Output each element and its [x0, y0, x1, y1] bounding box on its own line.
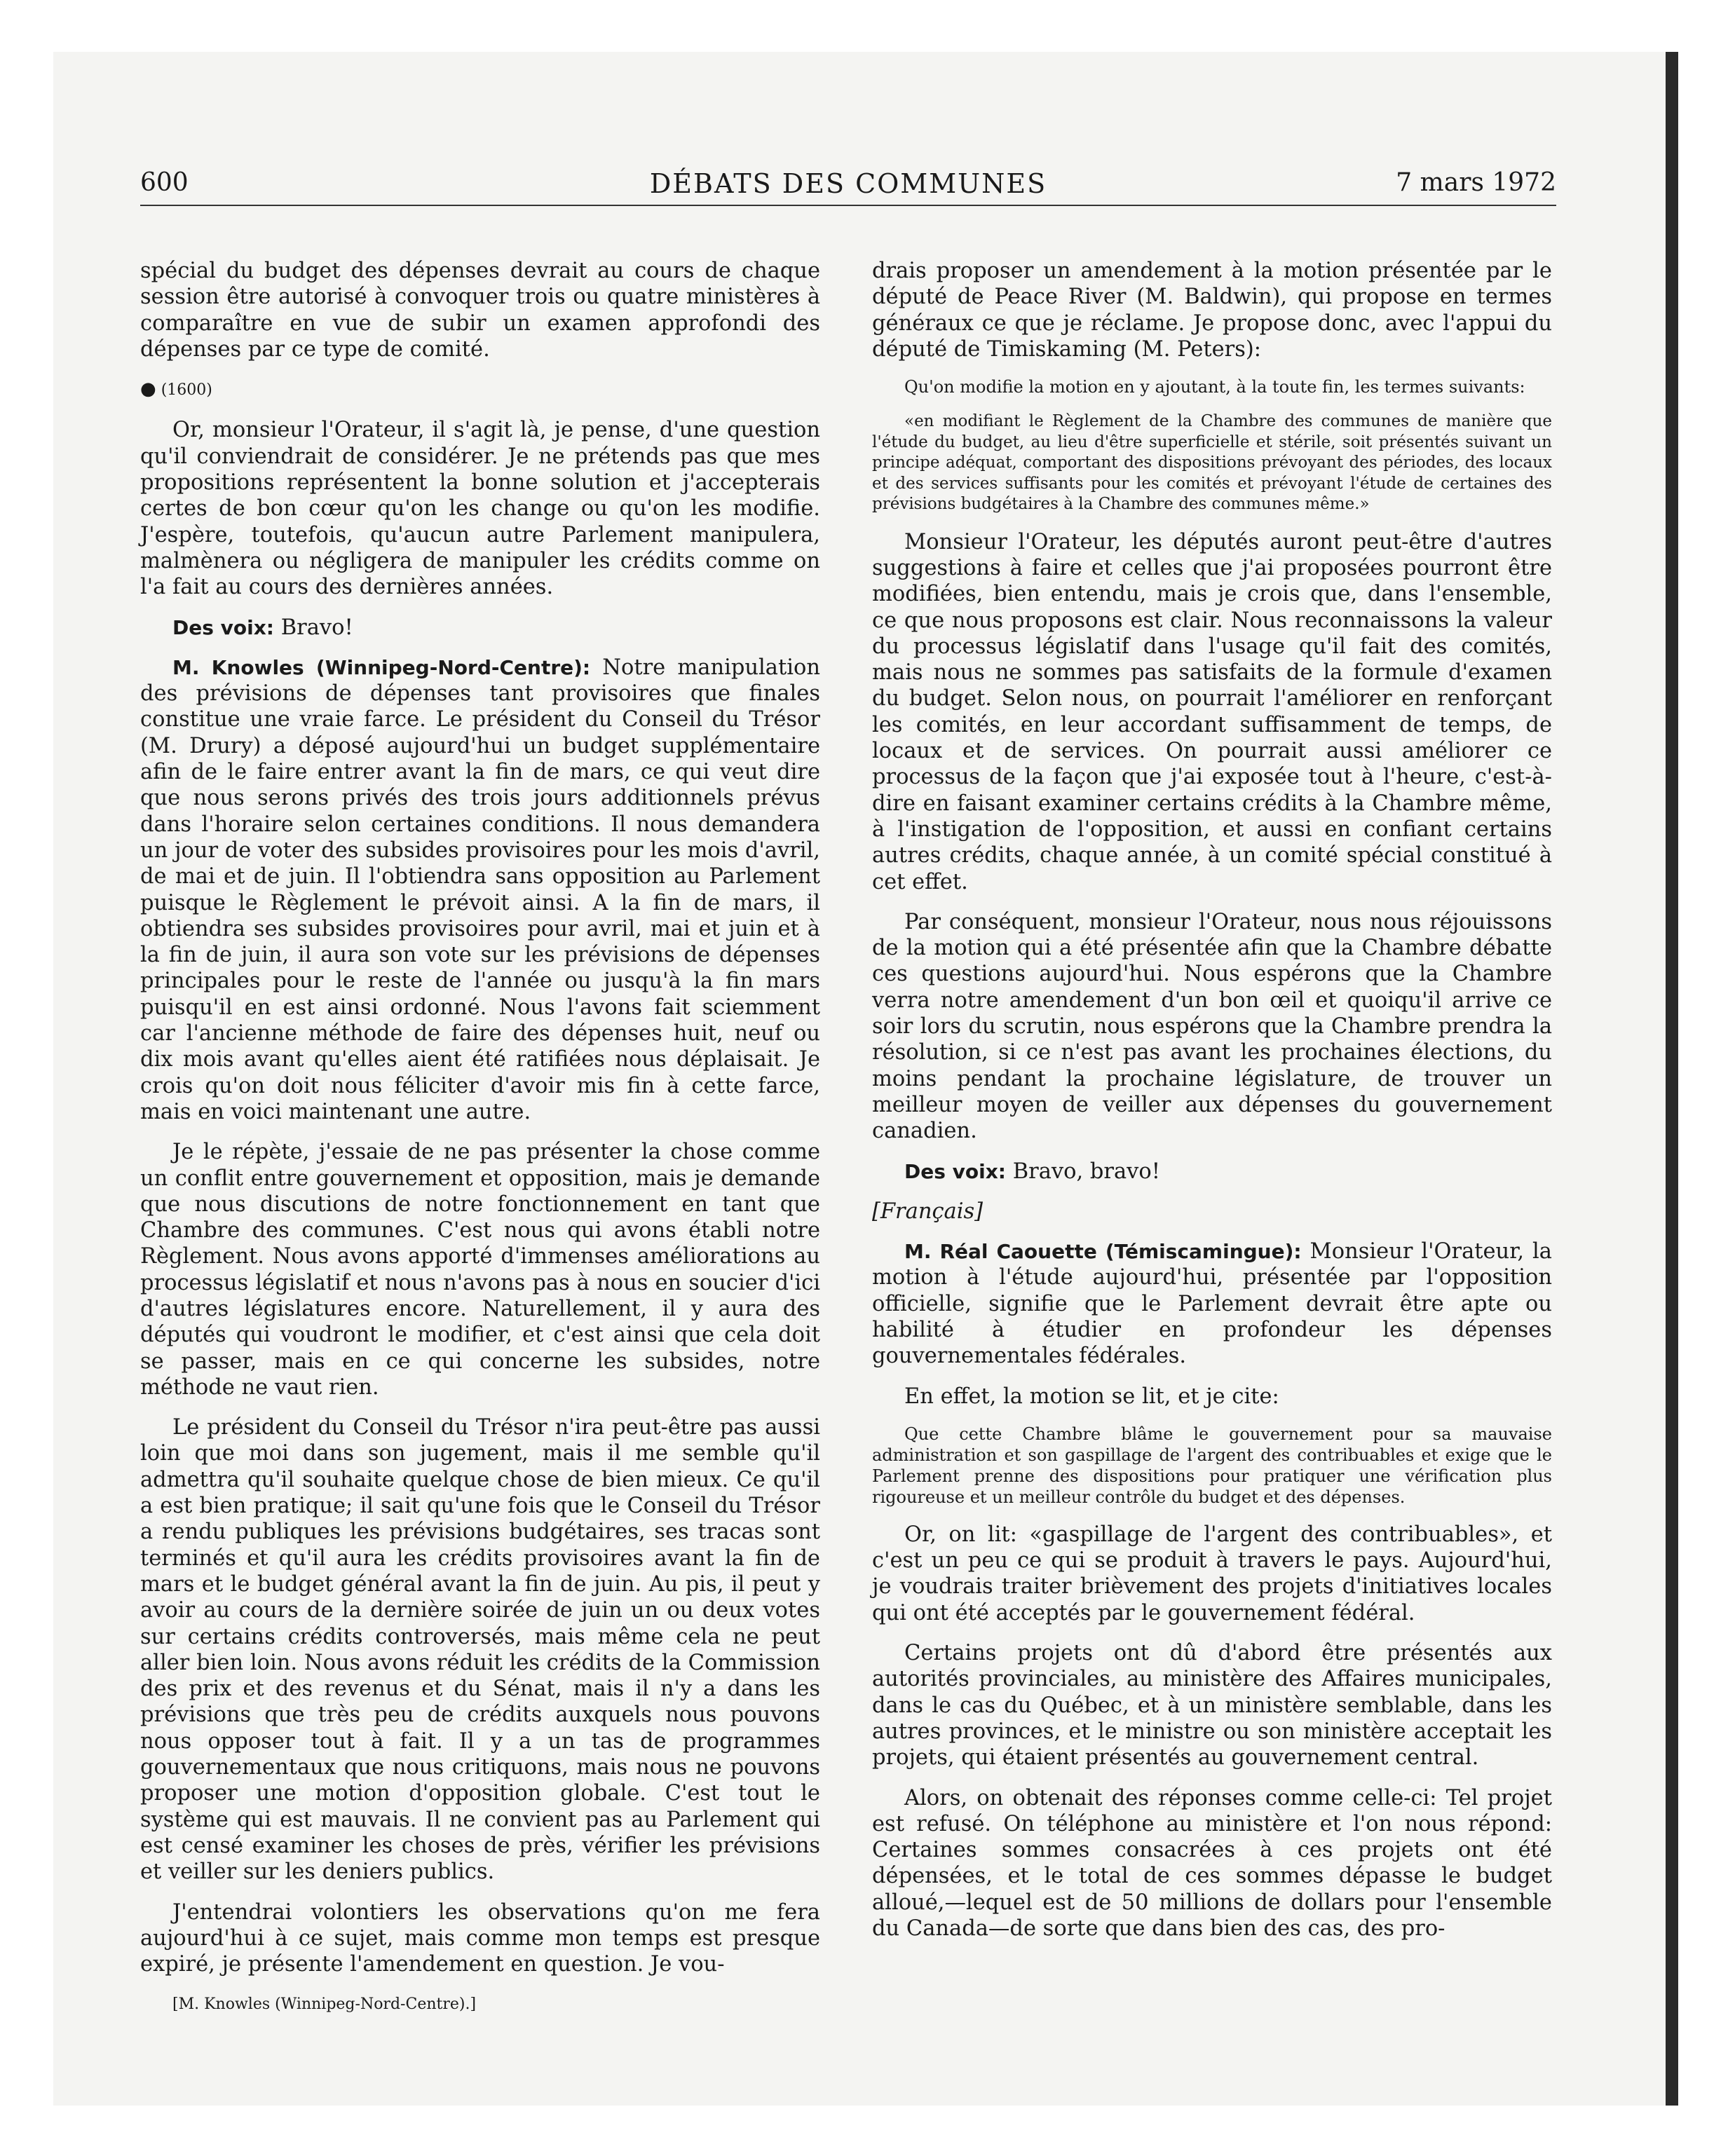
- paragraph-continued: drais proposer un amendement à la motion présentée par le député de Peace River (M. Baldwin), qui propose en termes généraux ce que je réclame. Je propose donc, avec l'appui du député de Timiskaming (M. Peters):: [872, 259, 1552, 362]
- voices-bravo-bravo: [872, 1159, 1552, 1185]
- speech-caouette: [872, 1239, 1552, 1369]
- paragraph-repete: Je le répète, j'essaie de ne pas présenter la chose comme un conflit entre gouvernement et opposition, mais je demande que nous discutions de notre fonctionnement en tant que Chambre des communes. C'est nous qui avons établi notre Règlement. Nous avons apporté d'immenses améliorations au processus législatif et nous n'avons pas à nous en soucier d'ici d'autres législatures encore. Naturellement, il y aura des députés qui voudront le modifier, et c'est ainsi que cela doit se passer, mais en ce qui concerne les subsides, notre méthode ne vaut rien.: [140, 1140, 820, 1400]
- quote-amendment: «en modifiant le Règlement de la Chambre des communes de manière que l'étude du budget, au lieu d'être superficielle et stérile, soit présentés suivant un principe adéquat, comportant des dispositions prévoyant des périodes, des locaux et des services suffisants pour les comités et prévoyant l'étude de certaines des prévisions budgétaires à la Chambre des communes même.»: [872, 412, 1552, 514]
- timestamp: [140, 376, 820, 403]
- paragraph-alors: Alors, on obtenait des réponses comme celle-ci: Tel projet est refusé. On téléphone au ministère et l'on nous répond: Certaines sommes consacrées à ces projets ont été dépensées, et le total de ces sommes dépasse le budget alloué,—lequel est de 50 millions de dollars pour l'ensemble du Canada—de sorte que dans bien des cas, des pro-: [872, 1785, 1552, 1942]
- paragraph-certains: Certains projets ont dû d'abord être présentés aux autorités provinciales, au ministère des Affaires municipales, dans le cas du Québec, et à un ministère semblable, dans les autres provinces, et le ministre ou son ministère acceptait les projets, qui étaient présentés au gouvernement central.: [872, 1641, 1552, 1770]
- timestamp-text: (1600): [161, 381, 212, 400]
- speaker-des-voix: Des voix:: [172, 615, 274, 639]
- quote-motion: Que cette Chambre blâme le gouvernement pour sa mauvaise administration et son gaspillage de l'argent des contribuables et exige que le Parlement prenne des dispositions pour pratiquer une vérification plus rigoureuse et un meilleur contrôle du budget et des dépenses.: [872, 1424, 1552, 1507]
- publication-date: 7 mars 1972: [1396, 168, 1556, 197]
- quote-intro: Qu'on modifie la motion en y ajoutant, à la toute fin, les termes suivants:: [904, 377, 1525, 397]
- speech-knowles: [140, 655, 820, 1125]
- page-edge-shadow: [1666, 52, 1678, 2106]
- left-column: [140, 258, 820, 2032]
- knowles-text: Notre manipulation des prévisions de dépenses tant provisoires que finales constitue une vraie farce. Le président du Conseil du Trésor (M. Drury) a déposé aujourd'hui un budget supplémentaire afin de le faire entrer avant la fin de mars, ce qui veut dire que nous serons privés des trois jours additionnels prévus dans l'horaire selon certaines conditions. Il nous demandera un jour de voter des subsides provisoires pour les mois d'avril, de mai et de juin. Il l'obtiendra sans opposition au Parlement puisque le Règlement le prévoit ainsi. A la fin de mars, il obtiendra ses subsides provisoires pour avril, mai et juin et à la fin de juin, il aura son vote sur les prévisions de dépenses principales pour le reste de l'année ou jusqu'à la fin mars puisqu'il en est ainsi ordonné. Nous l'avons fait sciemment car l'ancienne méthode de faire des dépenses huit, neuf ou dix mois avant qu'elles aient été ratifiées nous déplaisait. Je crois qu'on doit nous féliciter d'avoir mis fin à cette farce, mais en voici maintenant une autre.: [140, 655, 821, 1124]
- paragraph-effet: En effet, la motion se lit, et je cite:: [904, 1384, 1279, 1409]
- voices-bravo: [140, 615, 820, 641]
- speaker-des-voix-2: Des voix:: [904, 1159, 1006, 1183]
- paragraph-monsieur: Monsieur l'Orateur, les députés auront peut-être d'autres suggestions à faire et celles que j'ai proposées pourront être modifiées, bien entendu, mais je crois que, dans l'ensemble, ce que nous proposons est clair. Nous reconnaissons la valeur du processus législatif dans l'usage qu'il fait des comités, mais nous ne sommes pas satisfaits de la formule d'examen du budget. Selon nous, on pourrait l'améliorer en renforçant les comités, en leur accordant suffisamment de temps, de locaux et de services. On pourrait aussi améliorer ce processus de la façon que j'ai exposée tout à l'heure, c'est-à-dire en faisant examiner certains crédits à la Chambre même, à l'instigation de l'opposition, et aussi en confiant certains autres crédits, chaque année, à un comité spécial constitué à cet effet.: [872, 529, 1552, 894]
- bullet-icon: ●: [140, 378, 156, 400]
- paragraph-intro: spécial du budget des dépenses devrait au cours de chaque session être autorisé à convoquer trois ou quatre ministères à comparaître en vue de subir un examen approfondi des dépenses par ce type de comité.: [140, 259, 820, 362]
- speaker-footer: [M. Knowles (Winnipeg-Nord-Centre).]: [172, 1995, 477, 2014]
- language-tag: [Français]: [872, 1199, 984, 1224]
- paragraph-or: Or, on lit: «gaspillage de l'argent des contribuables», et c'est un peu ce qui se produit à travers le pays. Aujourd'hui, je voudrais traiter brièvement des projets d'initiatives locales qui ont été acceptés par le gouvernement fédéral.: [872, 1522, 1552, 1625]
- caouette-text: Monsieur l'Orateur, la motion à l'étude aujourd'hui, présentée par l'opposition officielle, signifie que le Parlement devrait être apte ou habilité à étudier en profondeur les dépenses gouvernementales fédérales.: [872, 1239, 1552, 1369]
- speaker-knowles: M. Knowles (Winnipeg-Nord-Centre):: [172, 655, 591, 679]
- page-number: 600: [140, 168, 189, 197]
- voices-text-2: Bravo, bravo!: [1006, 1159, 1160, 1184]
- voices-text: Bravo!: [274, 615, 353, 640]
- paragraph-orateur: Or, monsieur l'Orateur, il s'agit là, je pense, d'une question qu'il conviendrait de considérer. Je ne prétends pas que mes propositions représentent la bonne solution et j'accepterais certes de bon cœur qu'on les change ou qu'on les modifie. J'espère, toutefois, qu'aucun autre Parlement manipulera, malmènera ou négligera de manipuler les crédits comme on l'a fait au cours des dernières années.: [140, 418, 820, 600]
- publication-title: DÉBATS DES COMMUNES: [649, 168, 1047, 199]
- speaker-caouette: M. Réal Caouette (Témiscamingue):: [904, 1240, 1302, 1264]
- paragraph-entendrai: J'entendrai volontiers les observations qu'on me fera aujourd'hui à ce sujet, mais comme mon temps est presque expiré, je présente l'amendement en question. Je vou-: [140, 1899, 820, 1977]
- paragraph-president: Le président du Conseil du Trésor n'ira peut-être pas aussi loin que moi dans son jugement, mais il me semble qu'il admettra qu'il souhaite quelque chose de bien mieux. Ce qu'il a est bien pratique; il sait qu'une fois que le Conseil du Trésor a rendu publiques les prévisions budgétaires, ses tracas sont terminés et qu'il aura les crédits provisoires avant la fin de mars et le budget général avant la fin de juin. Au pis, il peut y avoir au cours de la dernière soirée de juin un ou deux votes sur certains crédits controversés, mais même cela ne peut aller bien loin. Nous avons réduit les crédits de la Commission des prix et des revenus et du Sénat, mais il n'y a dans les prévisions que très peu de crédits auxquels nous pouvons nous opposer tout à fait. Il y a un tas de programmes gouvernementaux que nous critiquons, mais nous ne pouvons proposer une motion d'opposition globale. C'est tout le système qui est mauvais. Il ne convient pas au Parlement qui est censé examiner les choses de près, vérifier les prévisions et veiller sur les deniers publics.: [140, 1415, 820, 1885]
- paragraph-consequent: Par conséquent, monsieur l'Orateur, nous nous réjouissons de la motion qui a été présentée afin que la Chambre débatte ces questions aujourd'hui. Nous espérons que la Chambre verra notre amendement d'un bon œil et quoiqu'il arrive ce soir lors du scrutin, nous espérons que la Chambre prendra la résolution, si ce n'est pas avant les prochaines élections, du moins pendant la prochaine législature, de trouver un meilleur moyen de veiller aux dépenses du gouvernement canadien.: [872, 909, 1552, 1144]
- page-header: [140, 168, 1556, 206]
- right-column: [872, 258, 1552, 1956]
